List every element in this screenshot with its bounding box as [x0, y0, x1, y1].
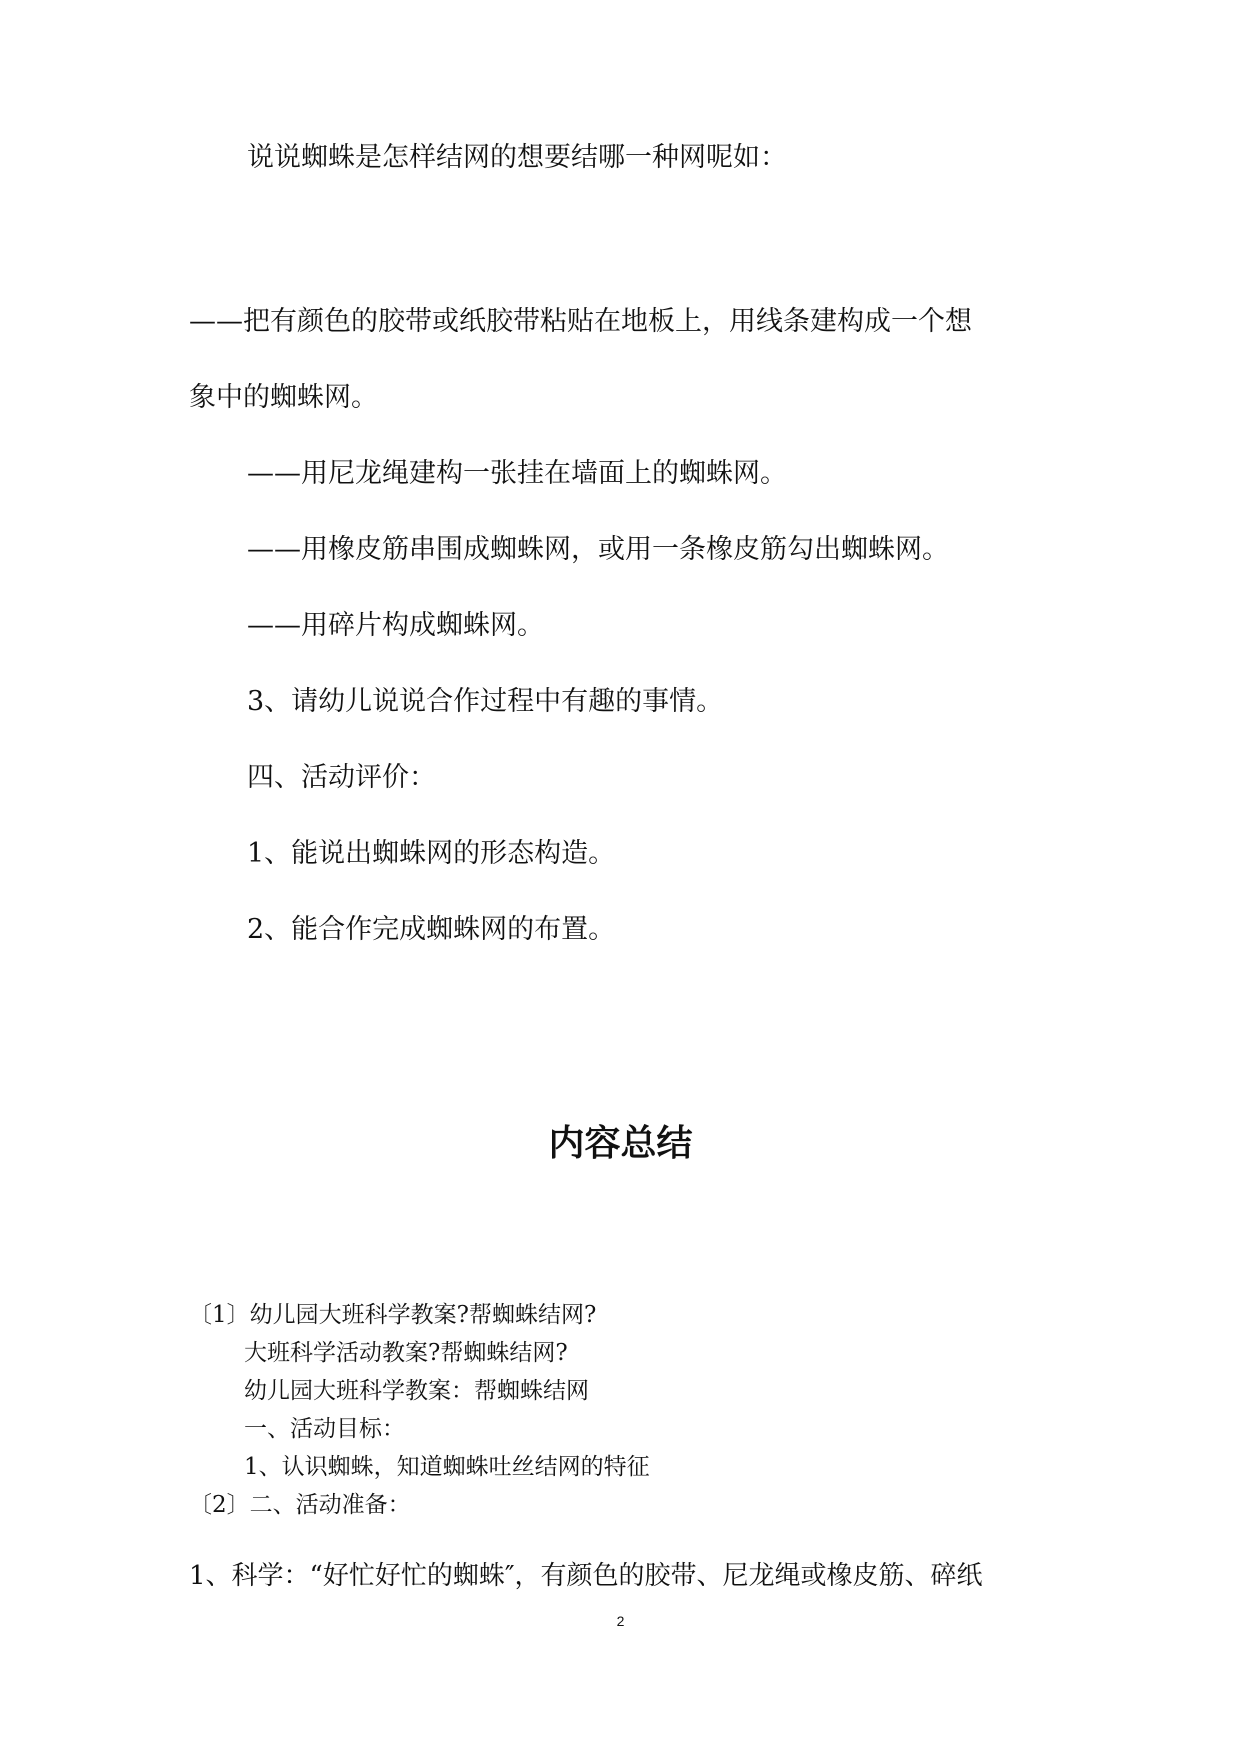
summary-line: 〔1〕幼儿园大班科学教案?帮蜘蛛结网? [189, 1302, 597, 1328]
summary-line: 幼儿园大班科学教案：帮蜘蛛结网 [244, 1378, 589, 1404]
heading-activity-evaluation: 四、活动评价： [247, 762, 436, 793]
paragraph-spider-web-question: 说说蜘蛛是怎样结网的想要结哪一种网呢如： [247, 142, 787, 173]
summary-line: 一、活动目标： [244, 1416, 405, 1442]
paragraph-evaluation-1: 1、能说出蜘蛛网的形态构造。 [247, 838, 616, 869]
summary-title: 内容总结 [548, 1123, 693, 1164]
paragraph-tape-web-continued: 象中的蜘蛛网。 [189, 382, 378, 413]
summary-line: 1、认识蜘蛛，知道蜘蛛吐丝结网的特征 [244, 1454, 650, 1480]
paragraph-evaluation-2: 2、能合作完成蜘蛛网的布置。 [247, 914, 616, 945]
paragraph-step-3: 3、请幼儿说说合作过程中有趣的事情。 [247, 686, 724, 717]
summary-line: 〔2〕二、活动准备： [189, 1492, 411, 1518]
paragraph-fragments-web: ——用碎片构成蜘蛛网。 [247, 610, 544, 641]
paragraph-tape-web: ——把有颜色的胶带或纸胶带粘贴在地板上，用线条建构成一个想 [189, 306, 972, 337]
summary-line: 大班科学活动教案?帮蜘蛛结网? [244, 1340, 568, 1366]
paragraph-nylon-rope-web: ——用尼龙绳建构一张挂在墙面上的蜘蛛网。 [247, 458, 787, 489]
summary-materials-line: 1、科学：“好忙好忙的蜘蛛″，有颜色的胶带、尼龙绳或橡皮筋、碎纸 [189, 1561, 983, 1591]
paragraph-rubber-band-web: ——用橡皮筋串围成蜘蛛网，或用一条橡皮筋勾出蜘蛛网。 [247, 534, 949, 565]
page-number: 2 [616, 1613, 625, 1629]
